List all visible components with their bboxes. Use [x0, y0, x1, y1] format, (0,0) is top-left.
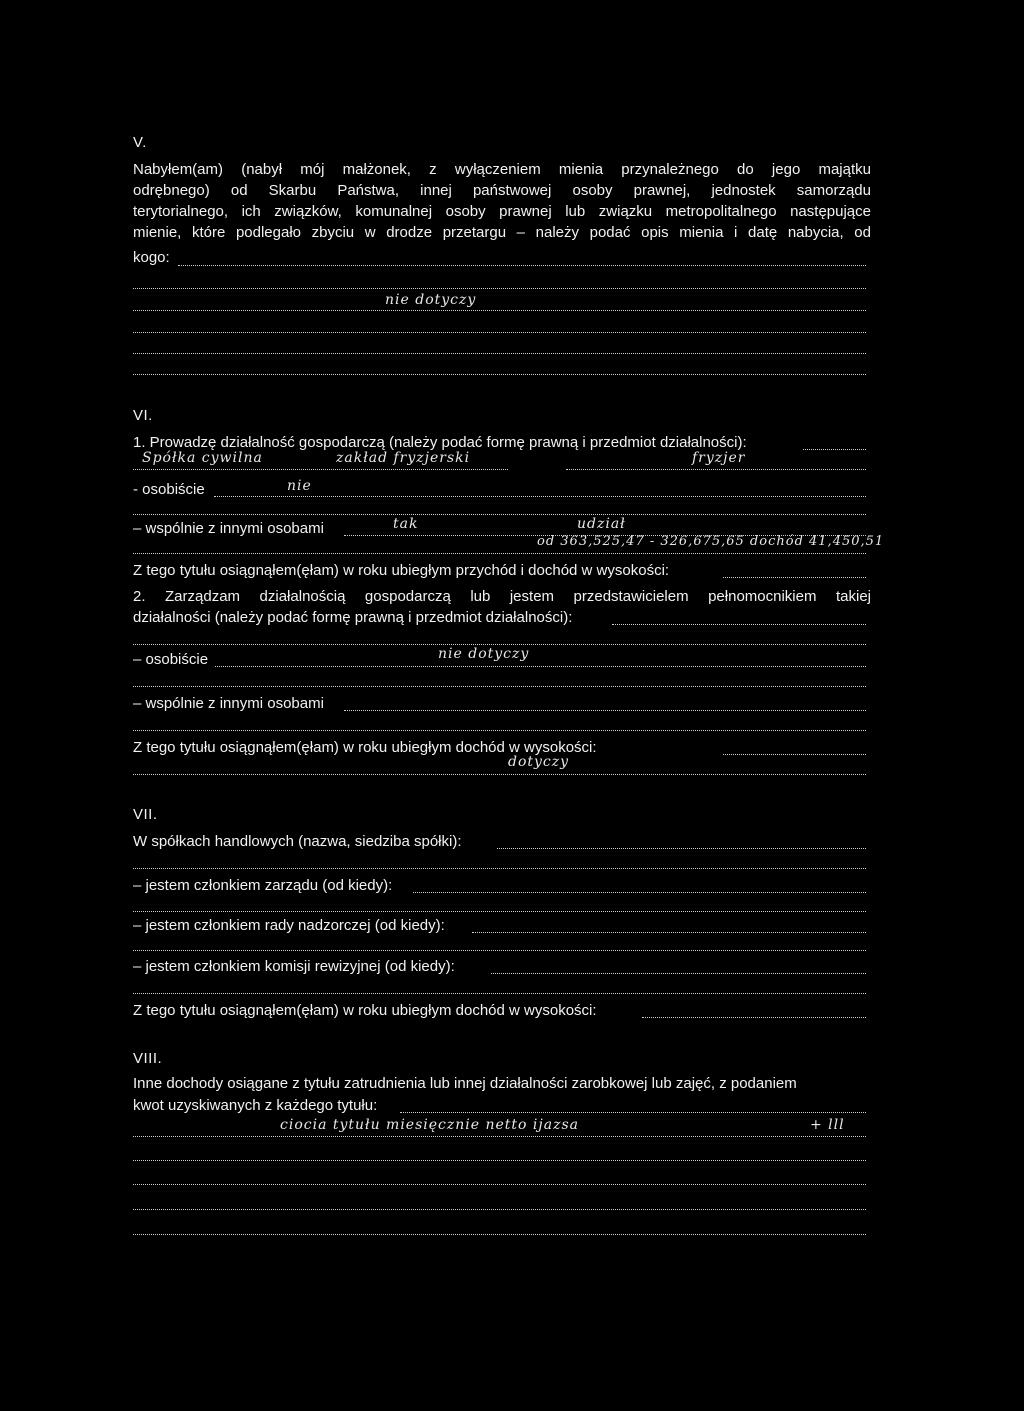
fill-line: [133, 353, 866, 354]
section-v-line: terytorialnego, ich związków, komunalnej osoby prawnej lub związku metropolitalnego następujące: [133, 203, 871, 220]
section-v-paragraph: [133, 160, 871, 244]
z-tego-tytulu-2: Z tego tytułu osiągnąłem(ęłam) w roku ubiegłym dochód w wysokości:: [133, 739, 597, 756]
fill-line: [133, 553, 866, 554]
handwritten-fryzjer: fryzjer: [692, 450, 746, 466]
wspolnie2-label: – wspólnie z innymi osobami: [133, 695, 324, 712]
section-v-kogo-label: kogo:: [133, 249, 170, 266]
section-viii-heading: VIII.: [133, 1050, 163, 1067]
item2-line: 2. Zarządzam działalnością gospodarczą lub jestem przedstawicielem pełnomocnikiem takiej: [133, 588, 871, 605]
rada-label: – jestem członkiem rady nadzorczej (od kiedy):: [133, 917, 445, 934]
handwritten-answer-v: nie dotyczy: [385, 292, 477, 308]
fill-line: [566, 469, 866, 470]
fill-line: [133, 1160, 866, 1161]
handwritten-tak: tak: [393, 516, 419, 532]
section-v-line: mienie, które podlegało zbyciu w drodze przetargu – należy podać opis mienia i datę nabycia, od: [133, 224, 871, 241]
handwritten-przychod: od 363,525,47 - 326,675,65 dochód 41,450,51: [537, 534, 885, 549]
fill-line: [133, 332, 866, 333]
handwritten-udzialy: udział: [577, 516, 626, 532]
fill-line: [723, 754, 866, 755]
section-vi-item2: [133, 587, 871, 608]
fill-line: [642, 1017, 866, 1018]
fill-line: [472, 932, 866, 933]
handwritten-nie-dotyczy-2: nie dotyczy: [438, 646, 530, 662]
fill-line: [178, 265, 866, 266]
fill-line: [215, 666, 866, 667]
fill-line: [133, 374, 866, 375]
zarzad-label: – jestem członkiem zarządu (od kiedy):: [133, 877, 393, 894]
z-tego-tytulu-3: Z tego tytułu osiągnąłem(ęłam) w roku ubiegłym dochód w wysokości:: [133, 1002, 597, 1019]
fill-line: [133, 1136, 866, 1137]
fill-line: [612, 624, 866, 625]
fill-line: [133, 1209, 866, 1210]
fill-line: [133, 730, 866, 731]
spolki-label: W spółkach handlowych (nazwa, siedziba spółki):: [133, 833, 462, 850]
fill-line: [133, 950, 866, 951]
fill-line: [133, 310, 866, 311]
handwritten-spolka: Spółka cywilna: [142, 450, 263, 466]
fill-line: [133, 469, 508, 470]
item2-last-line: działalności (należy podać formę prawną i przedmiot działalności):: [133, 609, 573, 626]
handwritten-income: ciocia tytułu miesięcznie netto ijazsa: [280, 1117, 579, 1133]
fill-line: [133, 1234, 866, 1235]
handwritten-nie: nie: [287, 478, 312, 494]
fill-line: [400, 1112, 866, 1113]
section-v-line: Nabyłem(am) (nabył mój małżonek, z wyłączeniem mienia przynależnego do jego majątku: [133, 161, 871, 178]
fill-line: [133, 514, 866, 515]
fill-line: [497, 848, 866, 849]
osobiscie2-label: – osobiście: [133, 651, 209, 668]
fill-line: [491, 973, 866, 974]
fill-line: [133, 774, 866, 775]
osobiscie-label: - osobiście: [133, 481, 205, 498]
komisja-label: – jestem członkiem komisji rewizyjnej (od kiedy):: [133, 958, 455, 975]
section-viii-line1: Inne dochody osiągane z tytułu zatrudnienia lub innej działalności zarobkowej lub zajęć, z podaniem: [133, 1075, 797, 1092]
fill-line: [344, 710, 866, 711]
section-vii-heading: VII.: [133, 806, 158, 823]
z-tego-tytulu-1: Z tego tytułu osiągnąłem(ęłam) w roku ubiegłym przychód i dochód w wysokości:: [133, 562, 670, 579]
fill-line: [723, 577, 866, 578]
handwritten-zaklad: zakład fryzjerski: [336, 450, 471, 466]
section-vi-item1: 1. Prowadzę działalność gospodarczą (należy podać formę prawną i przedmiot działalności):: [133, 434, 747, 451]
fill-line: [133, 1184, 866, 1185]
wspolnie-label: – wspólnie z innymi osobami: [133, 520, 324, 537]
fill-line: [133, 868, 866, 869]
fill-line: [133, 288, 866, 289]
fill-line: [214, 496, 866, 497]
fill-line: [133, 686, 866, 687]
fill-line: [133, 911, 866, 912]
fill-line: [133, 993, 866, 994]
handwritten-income-suffix: + lll: [810, 1117, 845, 1133]
section-v-heading: V.: [133, 134, 147, 151]
fill-line: [133, 644, 866, 645]
section-vi-heading: VI.: [133, 407, 153, 424]
handwritten-dotyczy: dotyczy: [508, 754, 570, 770]
fill-line: [803, 449, 866, 450]
section-v-line: odrębnego) od Skarbu Państwa, innej państwowej osoby prawnej, jednostek samorządu: [133, 182, 871, 199]
section-viii-line2: kwot uzyskiwanych z każdego tytułu:: [133, 1097, 378, 1114]
fill-line: [413, 892, 866, 893]
